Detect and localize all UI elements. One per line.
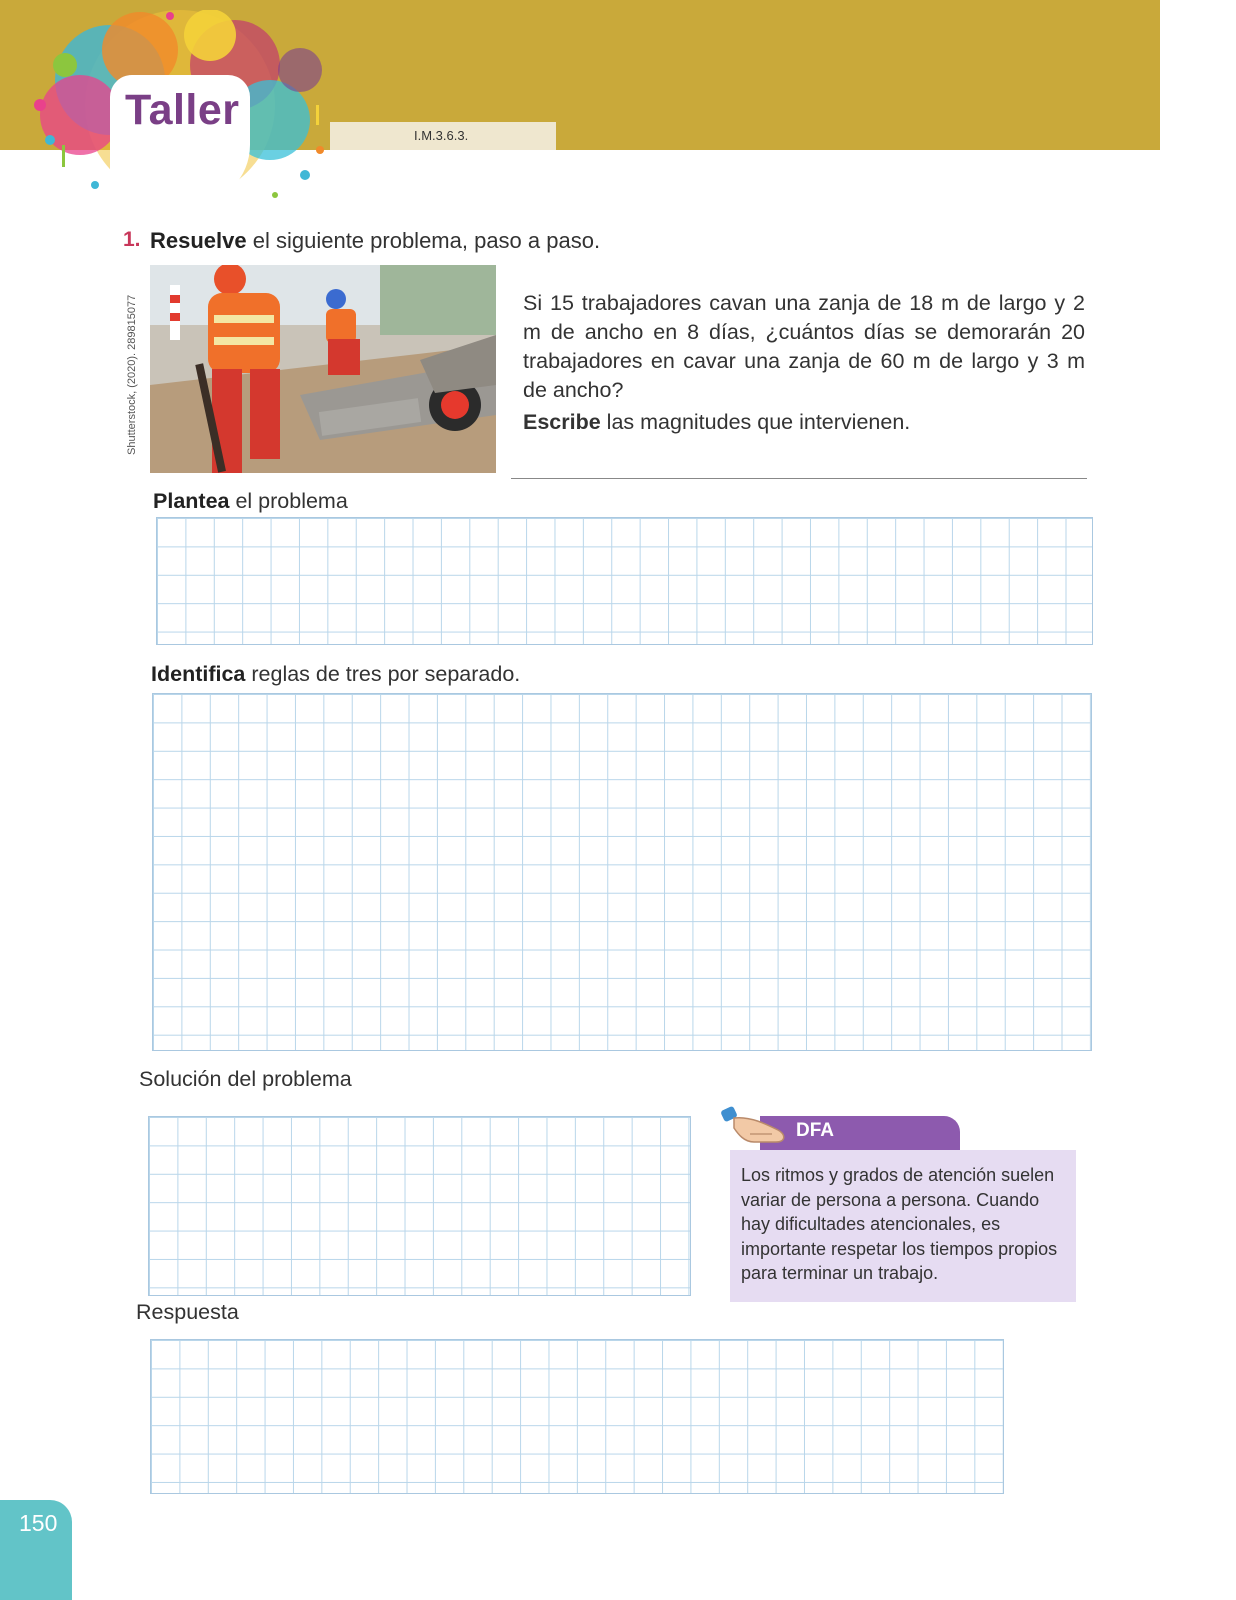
page-margin (1160, 0, 1236, 1600)
solucion-grid[interactable] (148, 1116, 691, 1296)
respuesta-label: Respuesta (136, 1300, 239, 1324)
solucion-label: Solución del problema (139, 1067, 352, 1091)
identifica-text: reglas de tres por separado. (245, 662, 521, 686)
write-verb: Escribe (523, 410, 601, 434)
indicator-code: I.M.3.6.3. (414, 128, 469, 143)
photo-credit: Shutterstock, (2020). 289815077 (126, 294, 138, 455)
exercise-instruction (150, 228, 600, 254)
write-text: las magnitudes que intervienen. (600, 410, 911, 434)
plantea-grid[interactable] (156, 517, 1093, 645)
dfa-title: DFA (796, 1120, 834, 1141)
write-instruction (523, 410, 910, 435)
exercise-number: 1. (123, 228, 141, 251)
workers-photo (150, 265, 496, 473)
plantea-text: el problema (229, 489, 348, 513)
hand-icon (720, 1104, 796, 1150)
dfa-text: Los ritmos y grados de atención suelen variar de persona a persona. Cuando hay dificultades atencionales, es importante respetar los tiempos propios para terminar un trabajo. (741, 1165, 1058, 1283)
page-number: 150 (19, 1510, 58, 1536)
instruction-text: el siguiente problema, paso a paso. (246, 228, 601, 253)
magnitudes-answer-line[interactable] (511, 478, 1087, 479)
respuesta-grid[interactable] (150, 1339, 1004, 1494)
section-title: Taller (125, 86, 240, 134)
problem-statement: Si 15 trabajadores cavan una zanja de 18 m de largo y 2 m de ancho en 8 días, ¿cuántos días se demorarán 20 trabajadores en cavar una zanja de 60 m de largo y 3 m de ancho? (523, 291, 1085, 402)
instruction-verb: Resuelve (150, 228, 247, 253)
plantea-label (153, 489, 348, 514)
identifica-grid[interactable] (152, 693, 1092, 1051)
identifica-verb: Identifica (151, 662, 246, 686)
identifica-label (151, 662, 520, 687)
plantea-verb: Plantea (153, 489, 230, 513)
